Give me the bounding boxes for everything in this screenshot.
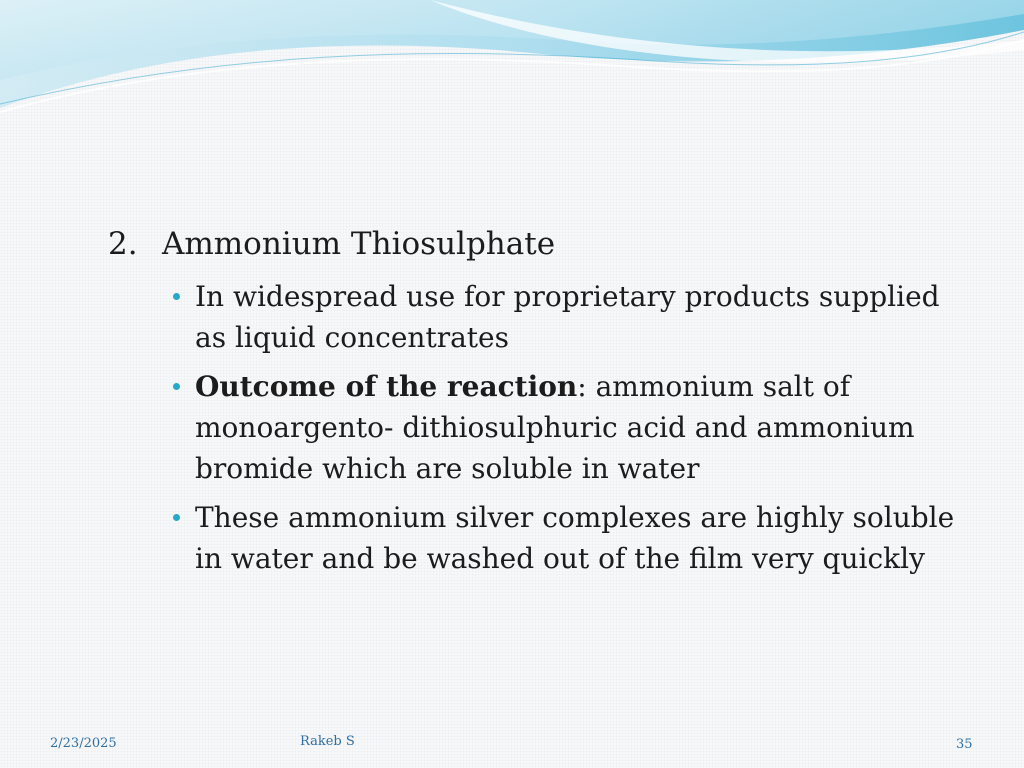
bullet-item bbox=[170, 497, 960, 579]
bullet-text: These ammonium silver complexes are highly soluble in water and be washed out of the film very quickly bbox=[195, 501, 955, 575]
footer-date: 2/23/2025 bbox=[50, 736, 117, 751]
bullet-item bbox=[170, 276, 960, 358]
slide-number: 35 bbox=[956, 737, 973, 752]
bullet-item bbox=[170, 366, 960, 489]
bullet-dot-icon bbox=[173, 514, 180, 521]
bullet-list bbox=[170, 276, 960, 587]
bullet-dot-icon bbox=[173, 293, 180, 300]
heading-number: 2. bbox=[108, 226, 138, 262]
bullet-dot-icon bbox=[173, 383, 180, 390]
bullet-text: In widespread use for proprietary products supplied as liquid concentrates bbox=[195, 280, 940, 354]
header-wave-decoration bbox=[0, 0, 1024, 120]
slide-heading bbox=[108, 224, 555, 264]
bullet-text: : ammonium salt of monoargento- dithiosulphuric acid and ammonium bromide which are soluble in water bbox=[195, 370, 915, 485]
footer-author: Rakeb S bbox=[300, 734, 355, 749]
heading-text: Ammonium Thiosulphate bbox=[162, 226, 556, 262]
bullet-bold-text: Outcome of the reaction bbox=[195, 370, 578, 403]
